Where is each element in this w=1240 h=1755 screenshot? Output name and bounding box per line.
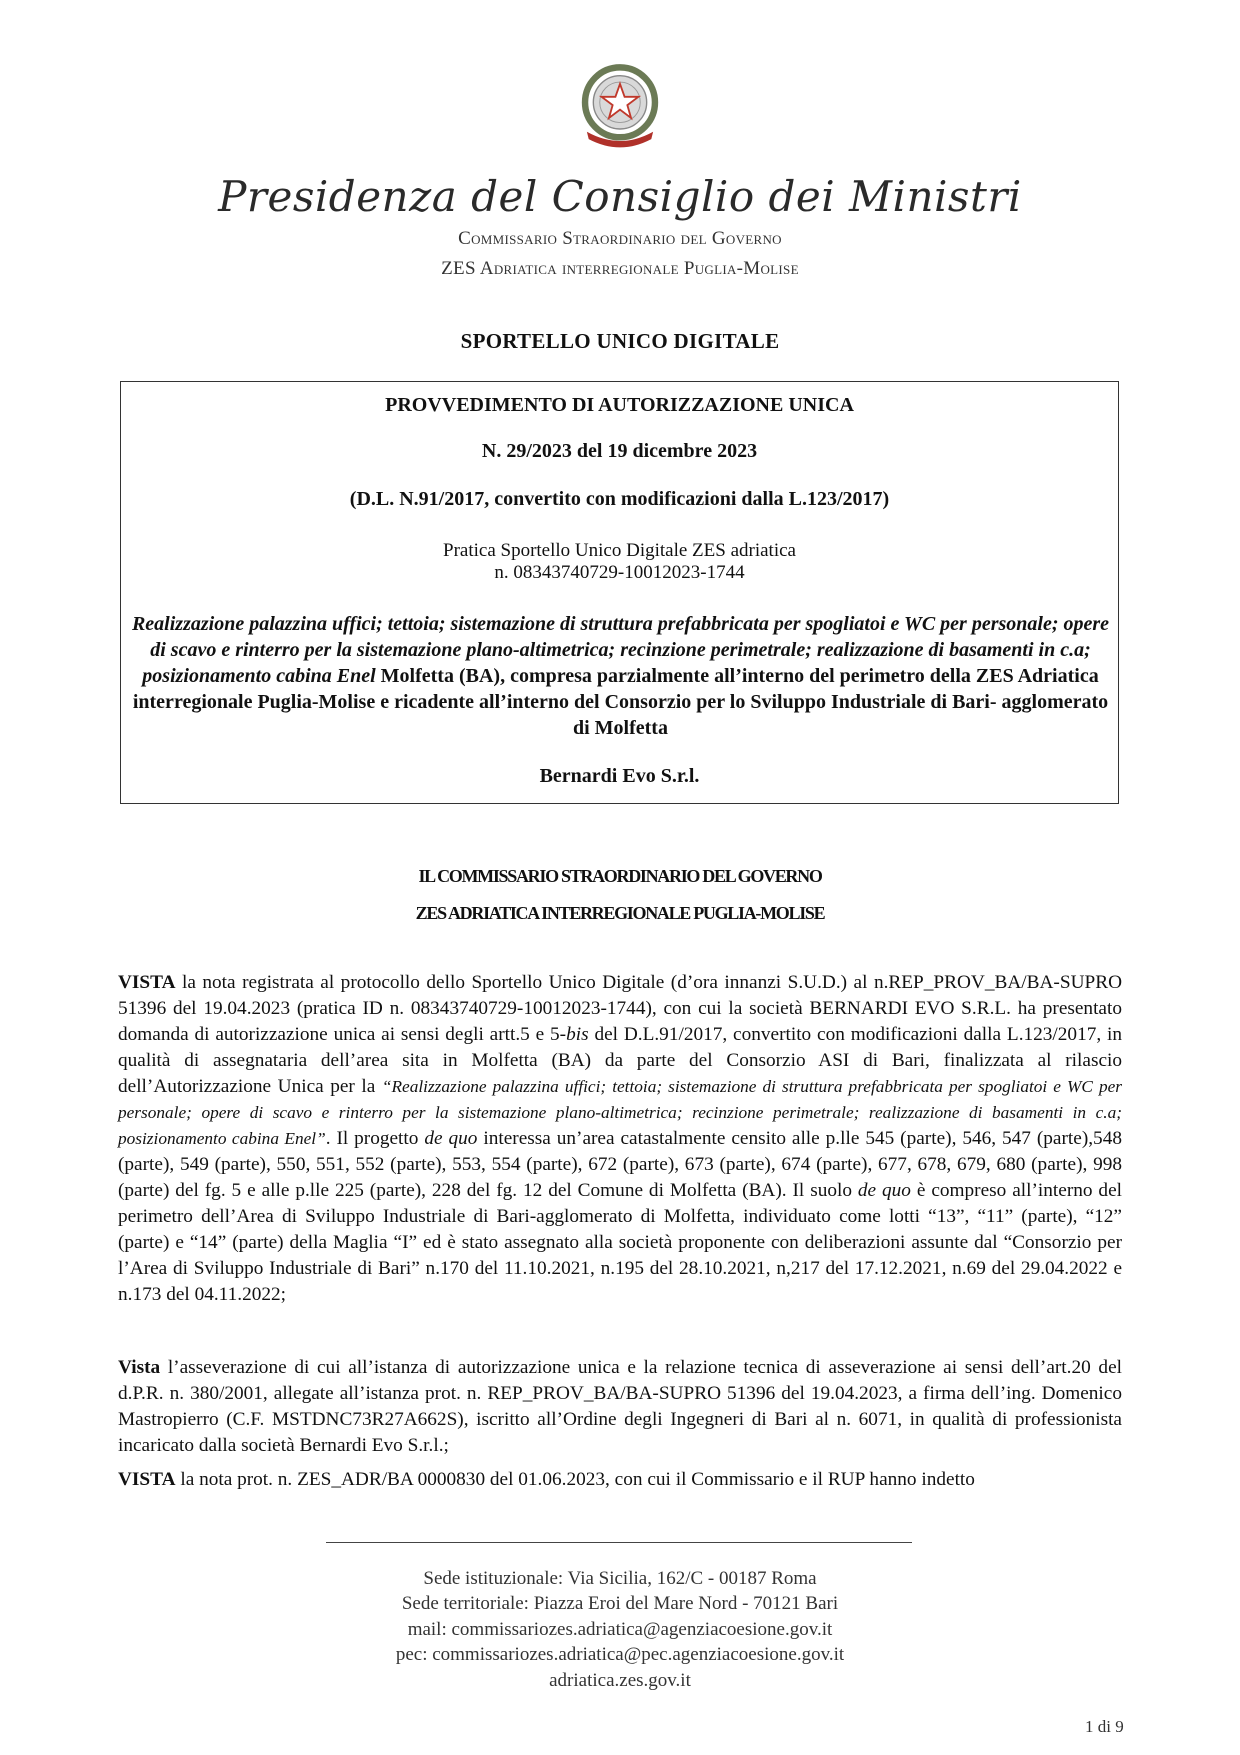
presidenza-title: Presidenza del Consiglio dei Ministri bbox=[218, 172, 1022, 221]
paragraph-text: interessa un’area catastalmente censito alle p.lle 545 (parte), 546, 547 (parte),548 (parte), 549 (parte), 550, 551, 552 (parte), 553, 554 (parte), 672 (parte), 673 (parte), 674 (parte), 677, 678, 679, 680 (parte), 998 (parte) del fg. 5 e alle p.lle 225 (parte), 228 del fg. 12 del Comune di Molfetta (BA). Il suolo bbox=[118, 1128, 1122, 1201]
paragraph-bis: bis bbox=[566, 1024, 589, 1045]
paragraph-de-quo: de quo bbox=[424, 1128, 478, 1149]
footer-website[interactable]: adriatica.zes.gov.it bbox=[549, 1670, 691, 1691]
paragraph-quote: “Realizzazione palazzina uffici; tettoia; sistemazione di struttura prefabbricata per spogliatoi e WC per personale; opere di scavo e rinterro per la sistemazione plano-altimetrica; recinzione perimetrale; realizzazione di basamenti in c.a; posizionamento cabina Enel” bbox=[118, 1077, 1122, 1148]
paragraph-vista-3 bbox=[118, 1467, 1122, 1493]
pratica-line-2: n. 08343740729-10012023-1744 bbox=[494, 562, 745, 583]
zes-subtitle: ZES Adriatica interregionale Puglia-Molise bbox=[441, 258, 799, 279]
paragraph-text: è compreso all’interno del perimetro dell’Area di Sviluppo Industriale di Bari-agglomerato di Molfetta, individuato come lotti “13”, “11” (parte), “12” (parte) e “14” (parte) della Maglia “I” ed è stato assegnato alla società proponente con deliberazioni assunte dal “Consorzio per l’Area di Sviluppo Industriale di Bari” n.170 del 11.10.2021, n.195 del 28.10.2021, n,217 del 17.12.2021, n.69 del 29.04.2022 e n.173 del 04.11.2022; bbox=[118, 1180, 1122, 1305]
project-description-italic: Realizzazione palazzina uffici; tettoia; sistemazione di struttura prefabbricata per spogliatoi e WC per personale; opere di scavo e rinterro per la sistemazione plano-altimetrica; recinzione perimetrale; realizzazione di basamenti in c.a; posizionamento cabina Enel bbox=[131, 613, 1110, 687]
sportello-heading: SPORTELLO UNICO DIGITALE bbox=[460, 329, 780, 353]
paragraph-lead: Vista bbox=[118, 1357, 161, 1378]
paragraph-lead: VISTA bbox=[118, 1469, 176, 1490]
footer-mail[interactable]: mail: commissariozes.adriatica@agenziacoesione.gov.it bbox=[407, 1619, 833, 1640]
paragraph-text: la nota registrata al protocollo dello Sportello Unico Digitale (d’ora innanzi S.U.D.) al n.REP_PROV_BA/BA-SUPRO 51396 del 19.04.2023 (pratica ID n. 08343740729-10012023-1744), con cui la società BERNARDI EVO S.R.L. ha presentato domanda di autorizzazione unica ai sensi degli artt.5 e 5- bbox=[118, 972, 1122, 1045]
pratica-reference bbox=[121, 540, 1118, 584]
project-description-rest: Molfetta (BA), compresa parzialmente all’interno del perimetro della ZES Adriatica interregionale Puglia-Molise e ricadente all’interno del Consorzio per lo Sviluppo Industriale di Bari- agglomerato di Molfetta bbox=[132, 665, 1109, 739]
commissario-heading-2: ZES ADRIATICA INTERREGIONALE PUGLIA-MOLISE bbox=[415, 903, 825, 923]
paragraph-de-quo: de quo bbox=[857, 1180, 911, 1201]
footer-pec[interactable]: pec: commissariozes.adriatica@pec.agenziacoesione.gov.it bbox=[395, 1644, 845, 1665]
italian-republic-emblem-icon bbox=[574, 60, 666, 152]
footer-sede-territoriale: Sede territoriale: Piazza Eroi del Mare Nord - 70121 Bari bbox=[401, 1593, 839, 1614]
page-number: 1 di 9 bbox=[1085, 1717, 1124, 1736]
company-name: Bernardi Evo S.r.l. bbox=[539, 765, 700, 787]
provvedimento-number: N. 29/2023 del 19 dicembre 2023 bbox=[481, 440, 758, 462]
paragraph-text: del D.L.91/2017, convertito con modificazioni dalla L.123/2017, in qualità di assegnataria dell’area sita in Molfetta (BA) da parte del Consorzio ASI di Bari, finalizzata al rilascio dell’Autorizzazione Unica per la bbox=[118, 1024, 1122, 1097]
paragraph-text: . Il progetto bbox=[325, 1128, 425, 1149]
paragraph-vista-1 bbox=[118, 970, 1122, 1308]
project-description bbox=[129, 611, 1112, 741]
paragraph-vista-2 bbox=[118, 1355, 1122, 1459]
paragraph-text: l’asseverazione di cui all’istanza di autorizzazione unica e la relazione tecnica di asseverazione ai sensi dell’art.20 del d.P.R. n. 380/2001, allegate all’istanza prot. n. REP_PROV_BA/BA-SUPRO 51396 del 19.04.2023, a firma dell’ing. Domenico Mastropierro (C.F. MSTDNC73R27A662S), iscritto all’Ordine degli Ingegneri di Bari al n. 6071, in qualità di professionista incaricato dalla società Bernardi Evo S.r.l.; bbox=[118, 1357, 1122, 1456]
provvedimento-title: PROVVEDIMENTO DI AUTORIZZAZIONE UNICA bbox=[385, 394, 854, 416]
footer-divider bbox=[326, 1542, 912, 1543]
footer-sede-istituzionale: Sede istituzionale: Via Sicilia, 162/C - 00187 Roma bbox=[423, 1568, 817, 1589]
commissario-heading-1: IL COMMISSARIO STRAORDINARIO DEL GOVERNO bbox=[418, 866, 822, 886]
provvedimento-box bbox=[120, 381, 1119, 804]
paragraph-text: la nota prot. n. ZES_ADR/BA 0000830 del 01.06.2023, con cui il Commissario e il RUP hanno indetto bbox=[175, 1469, 975, 1490]
paragraph-lead: VISTA bbox=[118, 972, 176, 993]
commissario-subtitle: Commissario Straordinario del Governo bbox=[458, 228, 782, 249]
decree-reference: (D.L. N.91/2017, convertito con modificazioni dalla L.123/2017) bbox=[349, 488, 890, 510]
pratica-line-1: Pratica Sportello Unico Digitale ZES adriatica bbox=[443, 540, 796, 561]
